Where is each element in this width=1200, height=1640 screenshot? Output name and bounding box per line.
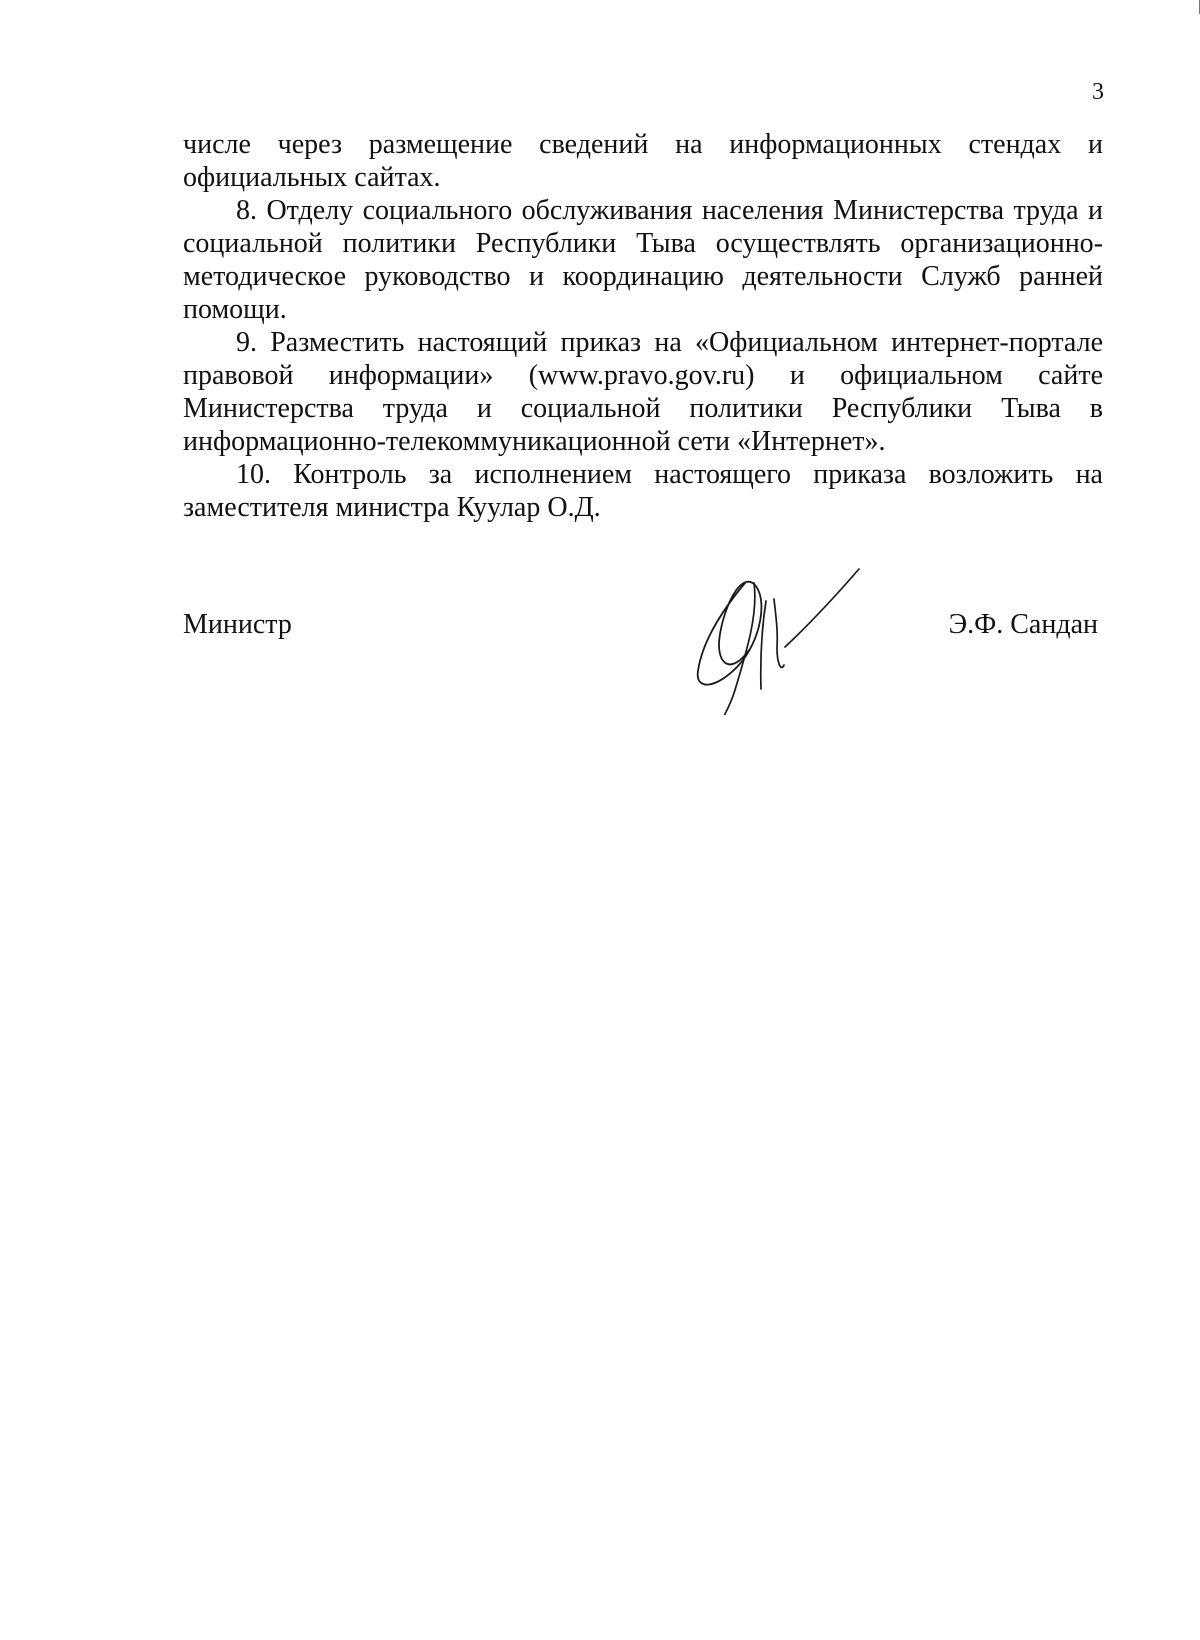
paragraph-item-9: 9. Разместить настоящий приказ на «Официальном интернет-портале правовой информации» (www.pravo.gov.ru) и официальном сайте Министерства труда и социальной политики Республики Тыва в информационно-телекоммуникационной сети «Интернет».: [183, 327, 1103, 457]
page-number: 3: [1092, 79, 1104, 105]
document-body: [183, 128, 1103, 524]
signer-name: Э.Ф. Сандан: [948, 609, 1098, 640]
paragraph-item-8: 8. Отделу социального обслуживания населения Министерства труда и социальной политики Республики Тыва осуществлять организационно-методическое руководство и координацию деятельности Служб ранней помощи.: [183, 195, 1103, 325]
signer-title: Министр: [183, 609, 292, 640]
paragraph-continuation: числе через размещение сведений на информационных стендах и официальных сайтах.: [183, 129, 1103, 193]
handwritten-signature: [690, 545, 910, 715]
paragraph-item-10: 10. Контроль за исполнением настоящего приказа возложить на заместителя министра Куулар О.Д.: [183, 459, 1103, 523]
